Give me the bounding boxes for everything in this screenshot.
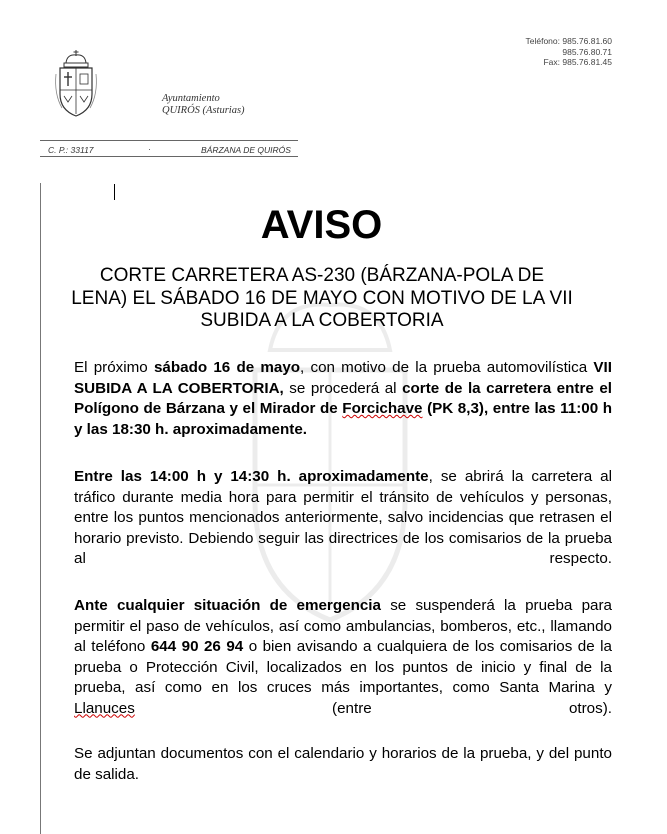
ayuntamiento-block: [162, 93, 245, 117]
p3-text-4: (entre otros).: [134, 699, 612, 717]
p1-road-closure-place: Forcichave: [342, 400, 423, 417]
p3-phone: 644 90 26 94: [150, 638, 244, 655]
separator-dot: ·: [148, 144, 151, 154]
p1-text-3: se procederá al: [283, 379, 403, 397]
p1-text-2: , con motivo de la prueba automovilística: [300, 359, 594, 376]
paragraph-1: [74, 358, 612, 440]
p3-text-1: se suspenderá la prueba para permitir el paso de vehículos, así como ambulancias, bomberos, etc., llamando al teléfono: [74, 597, 612, 655]
subtitle: CORTE CARRETERA AS-230 (BÁRZANA-POLA DE LENA) EL SÁBADO 16 DE MAYO CON MOTIVO DE LA VII SUBIDA A LA COBERTORIA: [71, 265, 573, 331]
postal-code: C. P.: 33117: [48, 145, 94, 155]
p1-road-closure-c: (PK 8,3), entre las 11:00 h y las 18:30 h. aproximadamente.: [74, 400, 612, 438]
phone2-text: 985.76.80.71: [562, 46, 612, 57]
p1-date: sábado 16 de mayo: [153, 359, 301, 376]
text-cursor: [114, 184, 115, 200]
paragraph-2: [74, 467, 612, 570]
p3-emergency: Ante cualquier situación de emergencia: [74, 597, 381, 614]
p1-text-1: El próximo: [74, 359, 154, 376]
p1-road-closure-a: corte de la carretera entre el Polígono de Bárzana y el Mirador de: [74, 379, 613, 417]
p3-place: Llanuces: [74, 699, 135, 717]
p2-reopen-time: Entre las 14:00 h y 14:30 h. aproximadamente: [74, 468, 429, 485]
header-rule-bottom: [40, 156, 298, 157]
header-rule-top: [40, 140, 298, 141]
paragraph-4: Se adjuntan documentos con el calendario y horarios de la prueba, y del punto de salida.: [74, 745, 612, 783]
paragraph-3: [74, 596, 612, 719]
phone-text: Teléfono: 985.76.81.60: [525, 36, 612, 46]
coat-of-arms-icon: [52, 50, 100, 118]
p2-text: , se abrirá la carretera al tráfico durante media hora para permitir el tránsito de vehículos y personas, entre los puntos mencionados anteriormente, salvo incidencias que retrasen el horario previsto. Debiendo seguir las directrices de los comisarios de la prueba al respecto.: [74, 468, 612, 567]
contact-block: [526, 36, 613, 68]
margin-line: [40, 183, 41, 834]
ayuntamiento-label: Ayuntamiento: [162, 93, 220, 104]
watermark-crest-icon: [230, 290, 430, 630]
town-name: BÁRZANA DE QUIRÓS: [201, 145, 291, 155]
page-title: AVISO: [260, 203, 383, 247]
fax-text: Fax: 985.76.81.45: [543, 57, 612, 67]
p1-event-name: VII SUBIDA A LA COBERTORIA,: [74, 359, 612, 397]
p3-text-2: o bien avisando a cualquiera de los comisarios de la prueba o Protección Civil, localizados en los puntos de inicio y final de la prueba, así como en los cruces más importantes, como Santa Marina y: [74, 638, 612, 696]
municipio-label: QUIRÓS (Asturias): [162, 105, 245, 116]
